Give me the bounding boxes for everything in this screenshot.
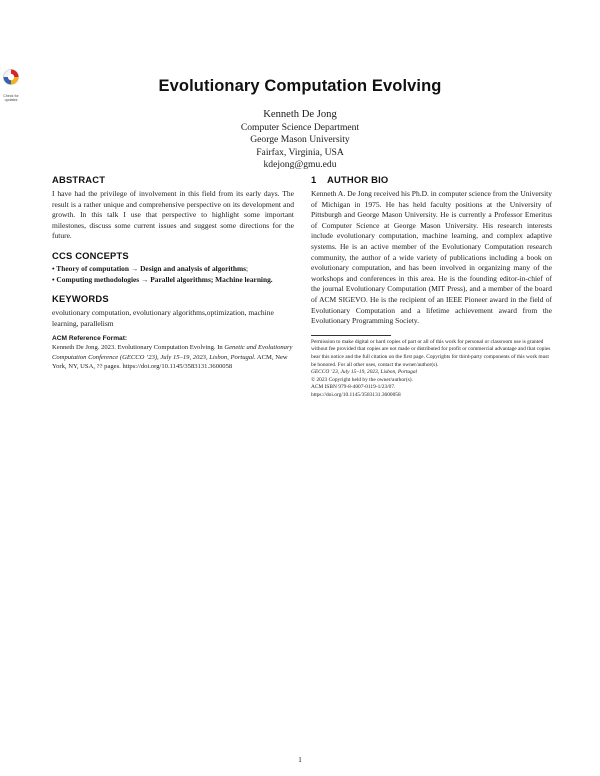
check-for-updates-label: Check for updates <box>3 94 19 102</box>
author-name: Kenneth De Jong <box>263 109 337 120</box>
footnote-divider <box>311 335 391 336</box>
author-block <box>52 108 548 172</box>
ccs-heading: CCS CONCEPTS <box>52 249 129 261</box>
ccs-line-1 <box>52 264 294 275</box>
abstract-heading: ABSTRACT <box>52 174 106 185</box>
reference-part-1: Kenneth De Jong. 2023. Evolutionary Computation Evolving. In <box>52 344 225 352</box>
permission-conference: GECCO ’23, July 15–19, 2023, Lisbon, Portugal <box>311 369 418 376</box>
ccs-2-end: ; Machine learning. <box>210 274 273 284</box>
author-location: Fairfax, Virginia, USA <box>256 146 344 158</box>
section-number: 1 <box>311 174 317 185</box>
ccs-1-end: ; <box>246 263 249 273</box>
author-email[interactable]: kdejong@gmu.edu <box>263 159 337 171</box>
ccs-2-concept: Parallel algorithms <box>150 274 211 284</box>
author-department: Computer Science Department <box>240 122 360 133</box>
reference-part-2[interactable]: ACM, New York, NY, USA, ?? pages. https://doi.org/10.1145/3583131.3600058 <box>52 353 288 371</box>
author-bio-text: Kenneth A. De Jong received his Ph.D. in computer science from the University of Michigan in 1975. He has held faculty positions at the University of Pittsburgh and George Mason University. He is currently a Professor Emeritus of Computer Science at George Mason University. His research interests include evolutionary computation, machine learning, and complex adaptive systems. He is an active member of the Evolutionary Computation research community, the author of a wide variety of publications including a book on evolutionary computation, and has been involved in organizing many of the workshops and conferences in this area. He is the founding editor-in-chief of the journal Evolutionary Computation (MIT Press), and a member of the board of ACM SIGEVO. He is the recipient of an IEEE Pioneer award in the field of Evolutionary Computation and a lifetime achievement award from the Evolutionary Programming Society. <box>311 189 552 326</box>
ccs-1-arrow: → <box>128 263 141 273</box>
permission-block <box>311 339 552 400</box>
right-column <box>311 174 552 399</box>
author-university: George Mason University <box>250 134 350 146</box>
ccs-1-category: • Theory of computation <box>52 263 129 273</box>
ccs-2-arrow: → <box>139 274 151 284</box>
abstract-text: I have had the privilege of involvement in this field from its early days. The result is a rather unique and comprehensive perspective on its development and growth. In this talk I use that perspective to highlight some important milestones, discuss some current issues and suggest some directions for the future. <box>52 189 294 241</box>
permission-text: Permission to make digital or hard copies of part or all of this work for personal or classroom use is granted without fee provided that copies are not made or distributed for profit or commercial advantage and that copies bear this notice and the full citation on the first page. Copyrights for third-party components of this work must be honored. For all other uses, contact the owner/author(s). <box>311 338 551 368</box>
page-number: 1 <box>298 755 302 764</box>
permission-doi[interactable]: https://doi.org/10.1145/3583131.3600058 <box>311 391 401 398</box>
ccs-1-concept: Design and analysis of algorithms <box>140 263 247 273</box>
ccs-concepts <box>52 264 294 285</box>
left-column <box>52 174 294 372</box>
keywords-heading: KEYWORDS <box>52 293 109 305</box>
paper-title: Evolutionary Computation Evolving <box>158 77 442 95</box>
reference-format-heading: ACM Reference Format: <box>52 335 128 343</box>
keywords-text: evolutionary computation, evolutionary algorithms,optimization, machine learning, parallelism <box>52 308 274 328</box>
reference-venue: Genetic and Evolutionary Computation Conference (GECCO ’23), July 15–19, 2023, Lisbon, Portugal. <box>52 344 293 361</box>
permission-isbn: ACM ISBN 979-8-4007-0119-1/23/07. <box>311 384 396 391</box>
section-title: AUTHOR BIO <box>327 174 389 185</box>
author-bio-heading <box>311 174 552 185</box>
check-for-updates-badge[interactable] <box>0 68 22 102</box>
ccs-2-category: • Computing methodologies <box>52 274 140 284</box>
reference-format-text <box>52 343 294 371</box>
permission-copyright: © 2023 Copyright held by the owner/author(s). <box>311 376 413 383</box>
ccs-line-2 <box>52 275 294 286</box>
